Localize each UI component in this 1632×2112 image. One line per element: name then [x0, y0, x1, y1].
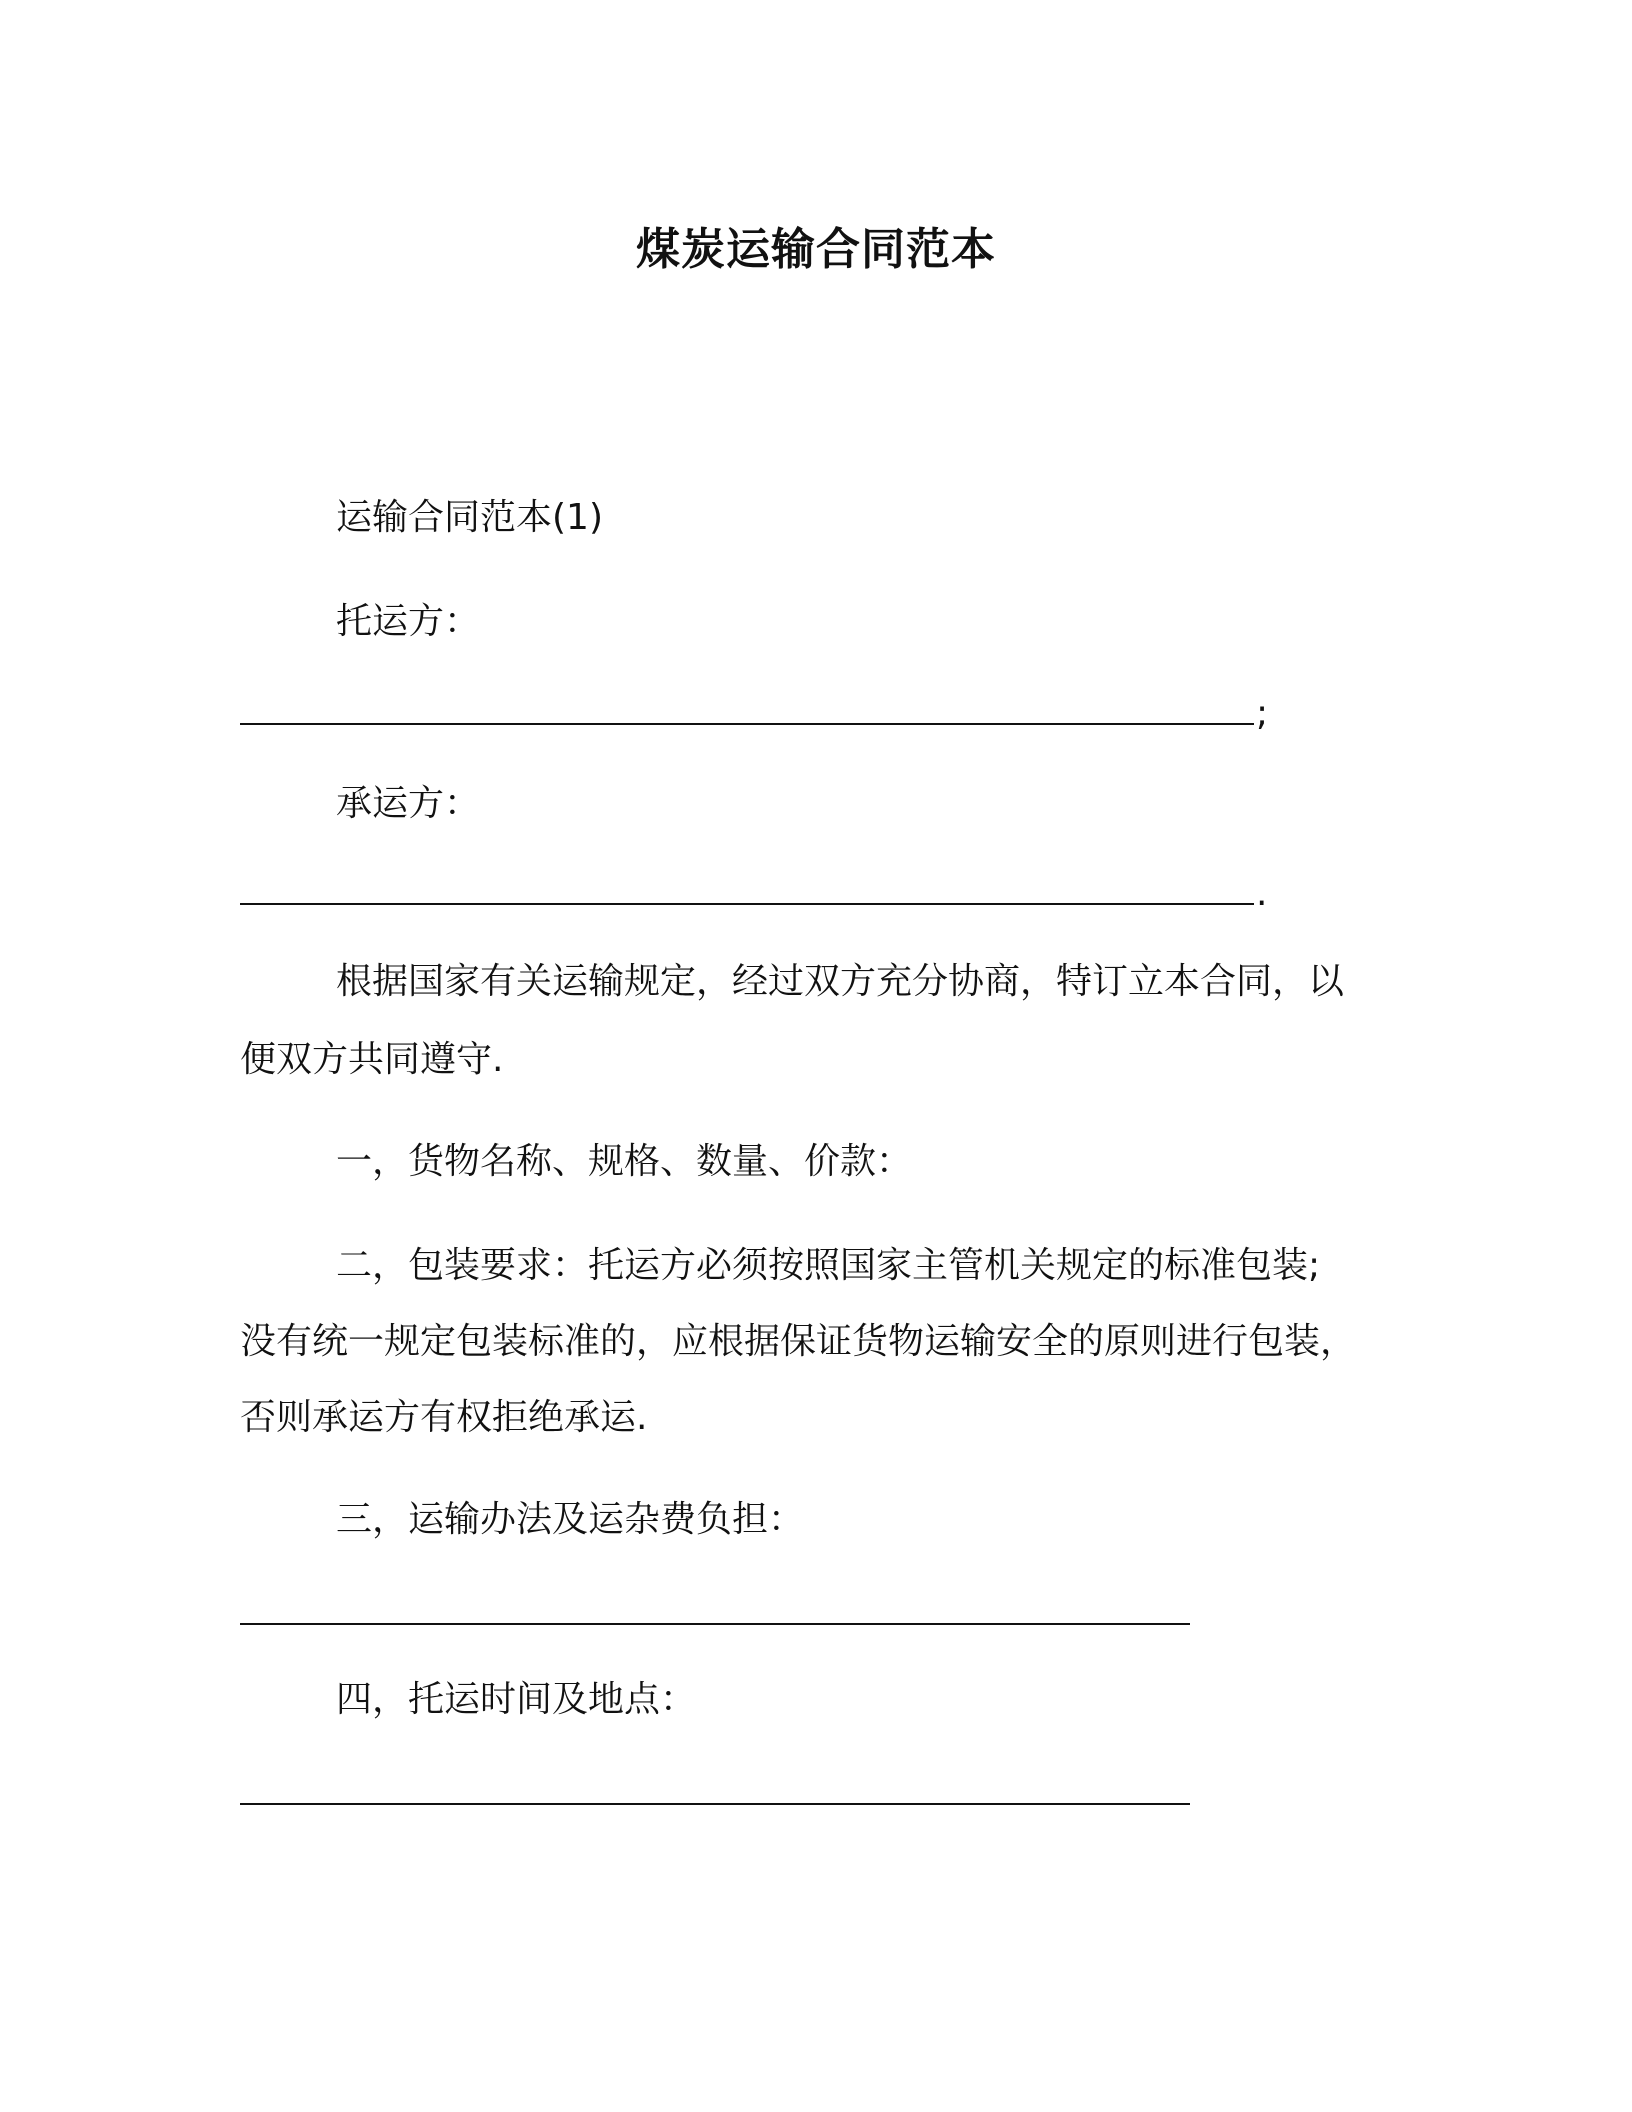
contract-subtitle: 运输合同范本(1)	[336, 497, 603, 538]
clause-4: 四，托运时间及地点：	[336, 1679, 697, 1720]
fill-in-rule	[240, 1773, 1190, 1805]
carrier-line-end: .	[1256, 873, 1268, 914]
fill-in-rule	[240, 693, 1254, 725]
shipper-label: 托运方：	[336, 601, 481, 642]
preamble-line-1: 根据国家有关运输规定，经过双方充分协商，特订立本合同，以	[336, 961, 1345, 1002]
shipper-line-end: ;	[1256, 693, 1269, 734]
clause-2-line-2: 没有统一规定包装标准的，应根据保证货物运输安全的原则进行包装，	[240, 1321, 1357, 1362]
clause-3-blank-line	[240, 1590, 1190, 1638]
carrier-blank-line	[240, 870, 1267, 918]
shipper-blank-line	[240, 690, 1268, 738]
clause-2-line-1: 二，包装要求：托运方必须按照国家主管机关规定的标准包装;	[336, 1245, 1321, 1286]
document-title: 煤炭运输合同范本	[636, 224, 996, 275]
clause-4-blank-line	[240, 1770, 1190, 1818]
fill-in-rule	[240, 1593, 1190, 1625]
clause-1: 一，货物名称、规格、数量、价款：	[336, 1141, 913, 1182]
clause-2-line-3: 否则承运方有权拒绝承运.	[240, 1397, 648, 1438]
carrier-label: 承运方：	[336, 783, 481, 824]
preamble-line-2: 便双方共同遵守.	[240, 1039, 504, 1080]
clause-3: 三，运输办法及运杂费负担：	[336, 1499, 805, 1540]
fill-in-rule	[240, 873, 1254, 905]
